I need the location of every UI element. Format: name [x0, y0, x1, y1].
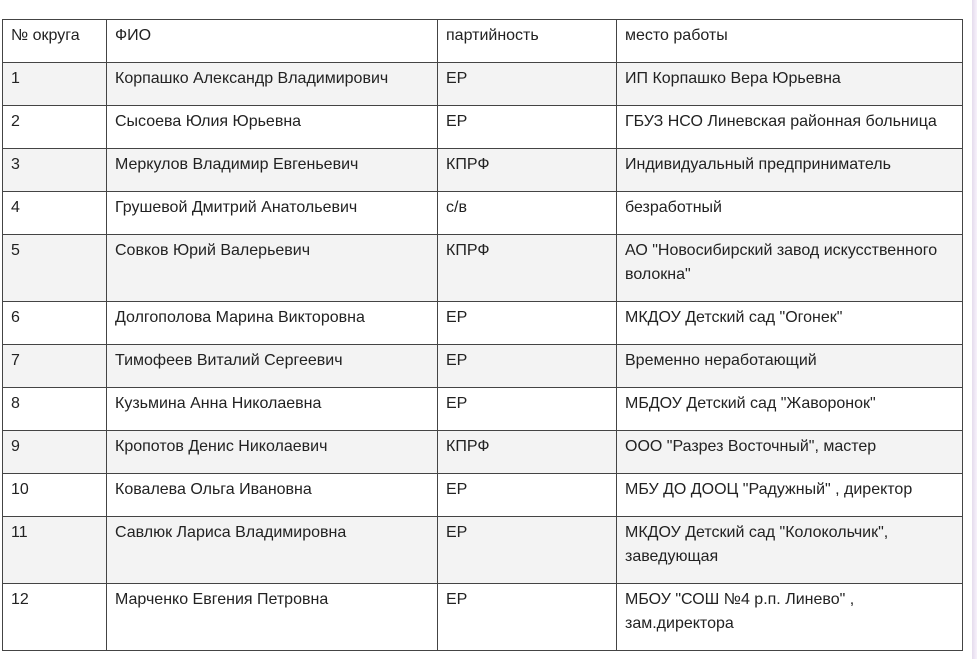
cell-number: 3	[3, 149, 107, 192]
table-row	[3, 517, 963, 584]
table-row	[3, 63, 963, 106]
cell-name: Марченко Евгения Петровна	[107, 584, 438, 651]
cell-number: 8	[3, 388, 107, 431]
cell-workplace: АО "Новосибирский завод искусственного волокна"	[617, 235, 963, 302]
header-party: партийность	[438, 20, 617, 63]
cell-number: 10	[3, 474, 107, 517]
cell-number: 9	[3, 431, 107, 474]
table-row	[3, 149, 963, 192]
cell-number: 1	[3, 63, 107, 106]
cell-number: 12	[3, 584, 107, 651]
cell-name: Савлюк Лариса Владимировна	[107, 517, 438, 584]
header-number: № округа	[3, 20, 107, 63]
cell-workplace: МКДОУ Детский сад "Огонек"	[617, 302, 963, 345]
table-row	[3, 302, 963, 345]
cell-party: ЕР	[438, 517, 617, 584]
cell-party: КПРФ	[438, 149, 617, 192]
page-edge-shadow	[972, 0, 977, 659]
cell-workplace: МБОУ "СОШ №4 р.п. Линево" , зам.директора	[617, 584, 963, 651]
cell-party: ЕР	[438, 345, 617, 388]
cell-name: Тимофеев Виталий Сергеевич	[107, 345, 438, 388]
cell-party: с/в	[438, 192, 617, 235]
cell-party: ЕР	[438, 302, 617, 345]
cell-workplace: ГБУЗ НСО Линевская районная больница	[617, 106, 963, 149]
table-row	[3, 431, 963, 474]
cell-party: ЕР	[438, 474, 617, 517]
cell-party: ЕР	[438, 106, 617, 149]
table-row	[3, 192, 963, 235]
cell-number: 6	[3, 302, 107, 345]
header-workplace: место работы	[617, 20, 963, 63]
cell-number: 2	[3, 106, 107, 149]
cell-number: 5	[3, 235, 107, 302]
cell-party: КПРФ	[438, 235, 617, 302]
table-row	[3, 106, 963, 149]
table-row	[3, 235, 963, 302]
cell-workplace: МБДОУ Детский сад "Жаворонок"	[617, 388, 963, 431]
cell-party: ЕР	[438, 388, 617, 431]
cell-name: Меркулов Владимир Евгеньевич	[107, 149, 438, 192]
table-header-row	[3, 20, 963, 63]
cell-party: ЕР	[438, 63, 617, 106]
table-row	[3, 345, 963, 388]
cell-name: Корпашко Александр Владимирович	[107, 63, 438, 106]
cell-number: 11	[3, 517, 107, 584]
cell-workplace: безработный	[617, 192, 963, 235]
cell-workplace: МБУ ДО ДООЦ "Радужный" , директор	[617, 474, 963, 517]
cell-workplace: ИП Корпашко Вера Юрьевна	[617, 63, 963, 106]
header-name: ФИО	[107, 20, 438, 63]
cell-workplace: Временно неработающий	[617, 345, 963, 388]
cell-party: КПРФ	[438, 431, 617, 474]
table-row	[3, 388, 963, 431]
cell-name: Сысоева Юлия Юрьевна	[107, 106, 438, 149]
cell-number: 7	[3, 345, 107, 388]
cell-workplace: Индивидуальный предприниматель	[617, 149, 963, 192]
cell-name: Грушевой Дмитрий Анатольевич	[107, 192, 438, 235]
cell-party: ЕР	[438, 584, 617, 651]
table-row	[3, 584, 963, 651]
cell-workplace: ООО "Разрез Восточный", мастер	[617, 431, 963, 474]
cell-name: Совков Юрий Валерьевич	[107, 235, 438, 302]
cell-workplace: МКДОУ Детский сад "Колокольчик", заведующая	[617, 517, 963, 584]
cell-name: Ковалева Ольга Ивановна	[107, 474, 438, 517]
cell-name: Кропотов Денис Николаевич	[107, 431, 438, 474]
cell-name: Кузьмина Анна Николаевна	[107, 388, 438, 431]
cell-name: Долгополова Марина Викторовна	[107, 302, 438, 345]
deputies-table	[2, 19, 963, 651]
table-row	[3, 474, 963, 517]
cell-number: 4	[3, 192, 107, 235]
